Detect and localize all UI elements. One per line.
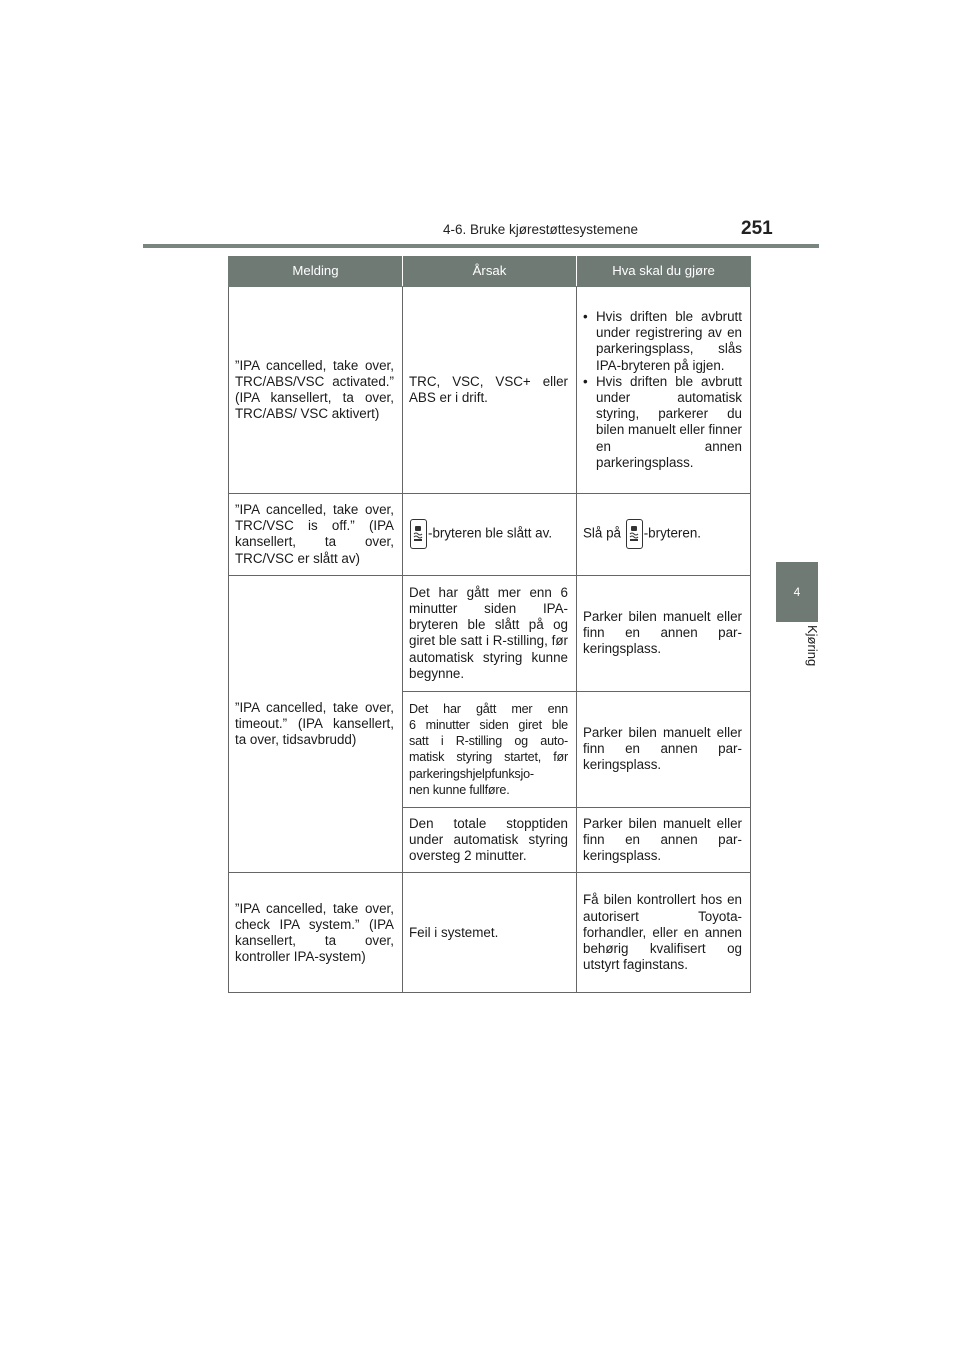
cause-cell xyxy=(403,494,577,576)
cause-text: -bryteren ble slått av. xyxy=(428,525,553,541)
cause-cell xyxy=(403,691,577,807)
table-row xyxy=(229,873,751,993)
action-cell: Parker bilen manuelt eller finn en annen parkeringsplass. xyxy=(577,691,751,807)
message-cell: ”IPA cancelled, take over, timeout.” (IPA kansellert, ta over, tidsavbrudd) xyxy=(229,575,403,873)
table-row xyxy=(229,494,751,576)
cause-line: 6 minutter siden giret ble xyxy=(409,717,568,732)
table-row xyxy=(229,575,751,691)
list-item: • Hvis driften ble avbrutt under registrering av en parkeringsplass, slås IPA-bryteren på igjen. xyxy=(583,309,742,374)
column-header-message: Melding xyxy=(229,257,403,287)
list-item: • Hvis driften ble avbrutt under automatisk styring, parkerer du bilen manuelt eller finner en annen parkeringsplass. xyxy=(583,374,742,471)
action-cell: Få bilen kontrollert hos en autorisert Toyota-forhandler, eller en annen behørig kvalifisert og utstyrt faginstans. xyxy=(577,873,751,993)
cause-cell: Feil i systemet. xyxy=(403,873,577,993)
cause-cell: Den totale stopptiden under automatisk styring oversteg 2 minutter. xyxy=(403,807,577,873)
chapter-tab: 4 xyxy=(776,562,818,622)
action-cell xyxy=(577,287,751,494)
message-cell: ”IPA cancelled, take over, TRC/ABS/VSC activated.” (IPA kansellert, ta over, TRC/ABS/ VSC aktivert) xyxy=(229,287,403,494)
message-cell: ”IPA cancelled, take over, check IPA system.” (IPA kansellert, ta over, kontroller IPA-system) xyxy=(229,873,403,993)
cause-line: Det har gått mer enn xyxy=(409,701,568,716)
page-number: 251 xyxy=(741,218,773,239)
action-list xyxy=(583,309,742,471)
cause-line: parkeringshjelpfunksjo- xyxy=(409,766,534,781)
cause-line: matisk styring startet, før xyxy=(409,750,568,765)
action-cell: Parker bilen manuelt eller finn en annen parkeringsplass. xyxy=(577,575,751,691)
table-row xyxy=(229,287,751,494)
table-header-row xyxy=(229,257,751,287)
action-cell xyxy=(577,494,751,576)
cause-line: nen kunne fullføre. xyxy=(409,782,510,797)
cause-cell: TRC, VSC, VSC+ eller ABS er i drift. xyxy=(403,287,577,494)
section-title: 4-6. Bruke kjørestøttesystemene xyxy=(443,222,639,237)
action-cell: Parker bilen manuelt eller finn en annen parkeringsplass. xyxy=(577,807,751,873)
car-skid-off-icon xyxy=(626,519,643,549)
cause-line: satt i R-stilling og auto- xyxy=(409,734,568,749)
column-header-cause: Årsak xyxy=(403,257,577,287)
header-rule xyxy=(143,244,819,248)
message-table xyxy=(228,256,751,993)
message-cell: ”IPA cancelled, take over, TRC/VSC is off.” (IPA kansellert, ta over, TRC/VSC er slått av) xyxy=(229,494,403,576)
cause-cell: Det har gått mer enn 6 minutter siden IPA-bryteren ble slått på og giret ble satt i R-stilling, før automatisk styring kunne begynne. xyxy=(403,575,577,691)
car-skid-off-icon xyxy=(410,519,427,549)
column-header-action: Hva skal du gjøre xyxy=(577,257,751,287)
action-text-prefix: Slå på xyxy=(583,525,625,541)
chapter-label: Kjøring xyxy=(805,625,820,667)
action-text-suffix: -bryteren. xyxy=(643,525,702,541)
